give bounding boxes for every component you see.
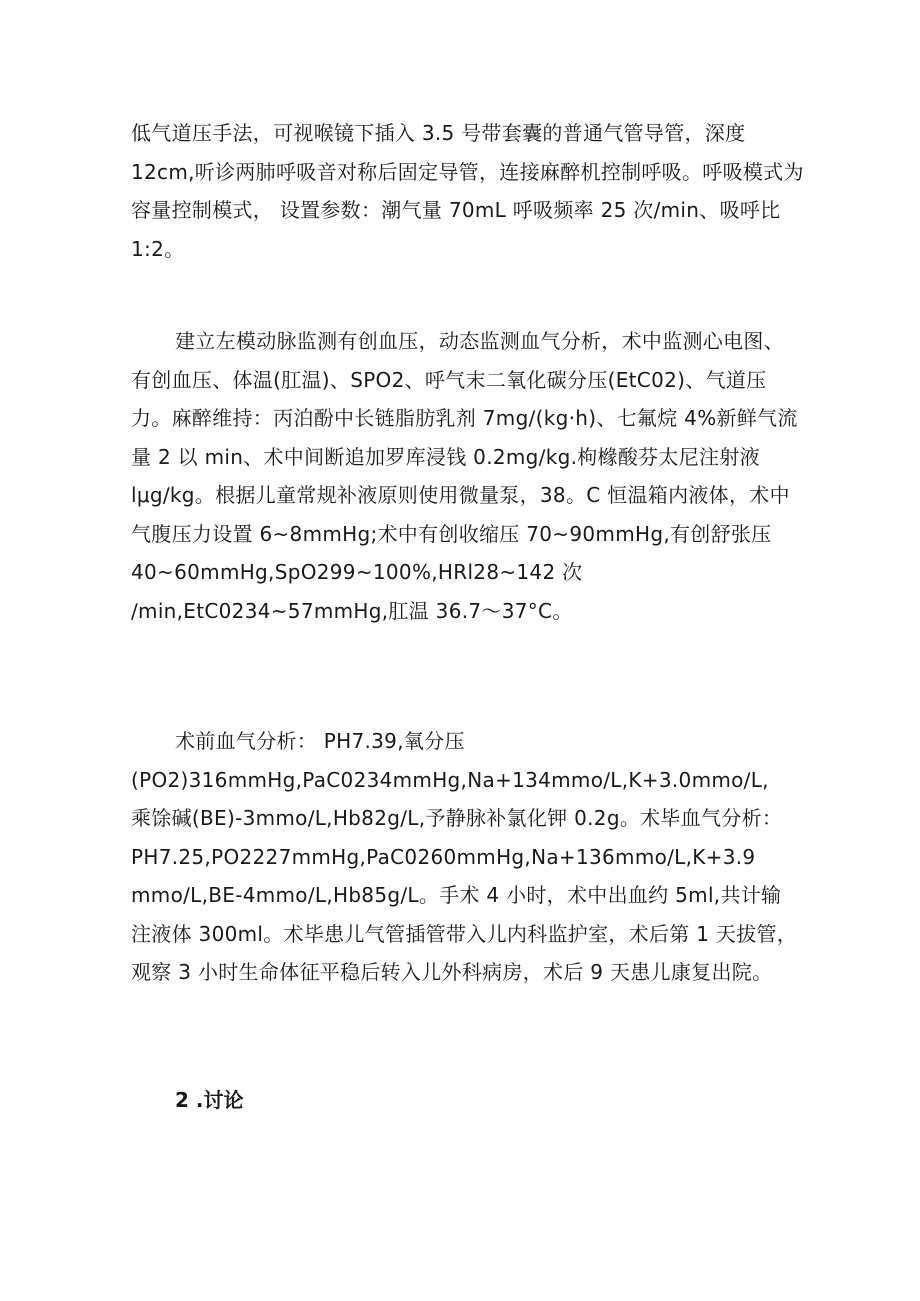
text-line: 量 2 以 min、术中间断追加罗库浸钱 0.2mg∕kg.枸橼酸芬太尼注射液: [131, 444, 760, 469]
text-line: 观察 3 小时生命体征平稳后转入儿外科病房，术后 9 天患儿康复出院。: [131, 960, 773, 984]
paragraph-anesthesia-intubation: [131, 114, 804, 268]
text-line: 力。麻醉维持：丙泊酚中长链脂肪乳剂 7mg∕(kg·h)、七氟烷 4%新鲜气流: [131, 406, 798, 430]
text-line: lμg∕kg。根据儿童常规补液原则使用微量泵，38。C 恒温箱内液体，术中: [131, 483, 790, 507]
section-heading: 2 .讨论: [175, 1088, 244, 1112]
text-line: PH7.25,PO2227mmHg,PaC0260mmHg,Na+136mmo∕L,K+3.9: [131, 844, 756, 869]
text-line: 40~60mmHg,SpO299~100%,HRl28~142 次: [131, 560, 583, 584]
text-line: 注液体 300ml。术毕患儿气管插管带入儿内科监护室，术后第 1 天拔管，: [131, 921, 798, 946]
text-line: 建立左模动脉监测有创血压，动态监测血气分析，术中监测心电图、: [175, 329, 784, 353]
text-line: 气腹压力设置 6~8mmHg;术中有创收缩压 70~90mmHg,有创舒张压: [131, 521, 772, 546]
text-line: 术前血气分析： PH7.39,氧分压: [175, 729, 465, 753]
text-line: 低气道压手法，可视喉镜下插入 3.5 号带套囊的普通气管导管，深度: [131, 121, 746, 145]
text-line: 1:2。: [131, 236, 185, 261]
text-line: (PO2)316mmHg,PaC0234mmHg,Na+134mmo∕L,K+3.0mmo∕L,: [131, 767, 769, 792]
text-line: 乘馀碱(BE)-3mmo∕L,Hb82g∕L,予静脉补氯化钾 0.2g。术毕血气分析：: [131, 806, 783, 830]
text-line: mmo∕L,BE-4mmo∕L,Hb85g∕L。手术 4 小时，术中出血约 5ml,共计输: [131, 883, 782, 907]
text-line: 容量控制模式， 设置参数：潮气量 70mL 呼吸频率 25 次/min、吸呼比: [131, 198, 781, 222]
paragraph-blood-gas-analysis: [131, 722, 798, 992]
paragraph-monitoring-maintenance: [131, 322, 798, 630]
text-line: 有创血压、体温(肛温)、SPO2、呼气末二氧化碳分压(EtC02)、气道压: [131, 367, 767, 392]
text-line: 12cm,听诊两肺呼吸音对称后固定导管，连接麻醉机控制呼吸。呼吸模式为: [131, 159, 804, 184]
text-line: ∕min,EtC0234~57mmHg,肛温 36.7～37°C。: [131, 598, 573, 623]
